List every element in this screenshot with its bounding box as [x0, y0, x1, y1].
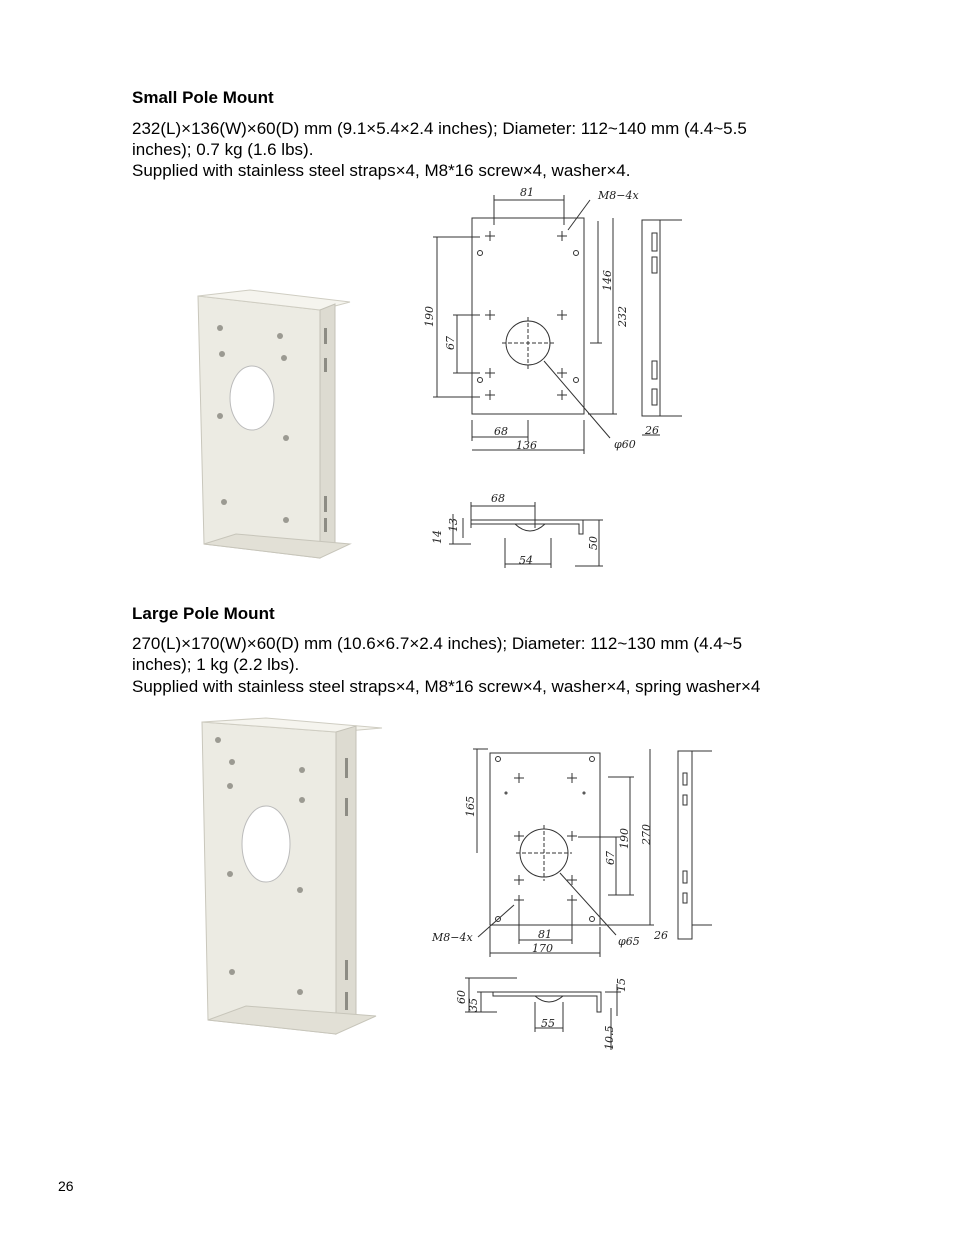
- dim-170: 170: [532, 942, 553, 955]
- large-mount-supplied: Supplied with stainless steel straps×4, M8*16 screw×4, washer×4, spring washer×4: [132, 677, 761, 696]
- dim-phi60: φ60: [614, 438, 636, 451]
- dim-bottom-68: 68: [491, 492, 505, 505]
- small-mount-title: Small Pole Mount: [132, 88, 274, 107]
- small-mount-supplied: Supplied with stainless steel straps×4, M8*16 screw×4, washer×4.: [132, 161, 631, 180]
- dim-232: 232: [616, 306, 629, 327]
- dim-165: 165: [464, 796, 477, 817]
- small-mount-front-drawing: [420, 185, 700, 455]
- large-mount-front-drawing: [428, 745, 718, 960]
- dim-bottom-10-5: 10.5: [603, 1025, 616, 1050]
- dim-bottom-15: 15: [615, 978, 628, 992]
- dim-146: 146: [601, 270, 614, 291]
- dim-67: 67: [444, 336, 457, 350]
- small-mount-bottom-drawing: [425, 488, 615, 573]
- large-mount-spec-line2: inches); 1 kg (2.2 lbs).: [132, 655, 300, 674]
- small-mount-render: [190, 288, 360, 568]
- dim-bottom-50: 50: [587, 536, 600, 550]
- dim-26: 26: [645, 424, 659, 437]
- dim-large-26: 26: [654, 929, 668, 942]
- large-mount-bottom-drawing: [445, 972, 630, 1054]
- dim-large-67: 67: [604, 851, 617, 865]
- dim-81: 81: [520, 186, 534, 199]
- dim-bottom-55: 55: [541, 1017, 555, 1030]
- dim-bottom-14: 14: [431, 530, 444, 544]
- small-mount-spec-line1: 232(L)×136(W)×60(D) mm (9.1×5.4×2.4 inches); Diameter: 112~140 mm (4.4~5.5: [132, 119, 747, 138]
- dim-large-190: 190: [618, 828, 631, 849]
- dim-large-81: 81: [538, 928, 552, 941]
- dim-screw: M8−4x: [598, 189, 639, 202]
- dim-bottom-35: 35: [467, 998, 480, 1012]
- small-mount-spec-line2: inches); 0.7 kg (1.6 lbs).: [132, 140, 314, 159]
- dim-bottom-13: 13: [447, 518, 460, 532]
- dim-large-screw: M8−4x: [432, 931, 473, 944]
- dim-68: 68: [494, 425, 508, 438]
- dim-phi65: φ65: [618, 935, 640, 948]
- dim-136: 136: [516, 439, 537, 452]
- dim-270: 270: [640, 824, 653, 845]
- dim-190: 190: [423, 306, 436, 327]
- large-mount-render: [196, 716, 386, 1041]
- dim-bottom-60: 60: [455, 990, 468, 1004]
- large-mount-title: Large Pole Mount: [132, 604, 275, 623]
- large-mount-spec-line1: 270(L)×170(W)×60(D) mm (10.6×6.7×2.4 inches); Diameter: 112~130 mm (4.4~5: [132, 634, 743, 653]
- dim-bottom-54: 54: [519, 554, 533, 567]
- page-number: 26: [58, 1178, 74, 1194]
